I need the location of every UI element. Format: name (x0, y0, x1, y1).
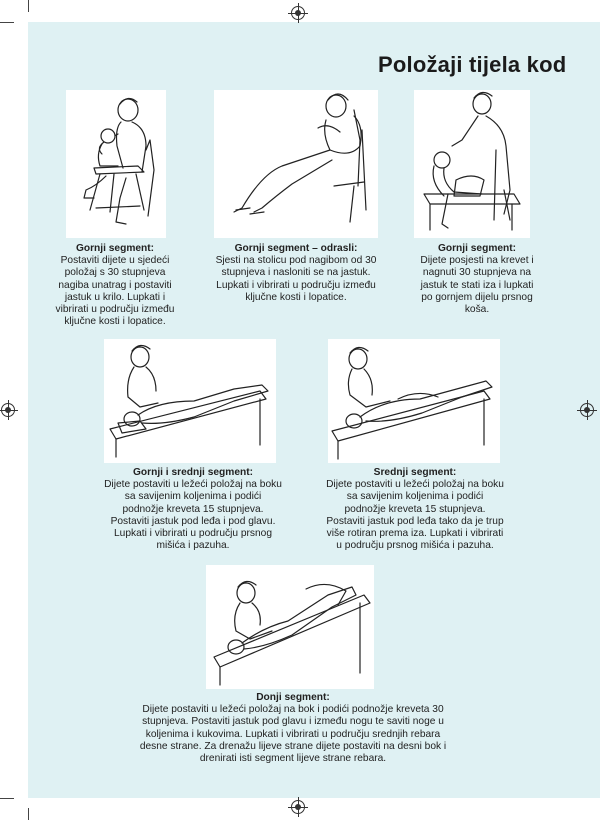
illustration-child-lying-side-15deg (104, 339, 276, 463)
crop-mark (28, 0, 29, 12)
crop-mark (0, 22, 14, 23)
caption-heading: Donji segment: (256, 692, 330, 703)
caption-position-5 (326, 467, 504, 552)
caption-heading: Srednji segment: (373, 467, 457, 478)
crop-mark (28, 808, 29, 820)
caption-position-4 (104, 467, 282, 552)
caption-heading: Gornji segment: (437, 243, 517, 254)
illustration-adult-reclining-chair (214, 90, 378, 238)
caption-heading: Gornji segment: (75, 243, 155, 254)
caption-position-1 (52, 243, 178, 328)
caption-heading: Gornji i srednji segment: (132, 467, 253, 478)
caption-text: Dijete postaviti u ležeći položaj na boku sa savijenim koljenima i podići podnožje kreveta 15 stupnjeva. Postaviti jastuk pod leđa i pod glavu. Lupkati i vibrirati u području prsnog mišića i pazuha. (104, 479, 282, 552)
registration-mark-icon (1, 403, 15, 417)
caption-position-3 (414, 243, 540, 316)
caption-text: Dijete posjesti na krevet i nagnuti 30 stupnjeva na jastuk te stati iza i lupkati po gornjem dijelu prsnog koša. (420, 255, 534, 316)
registration-mark-icon (580, 403, 594, 417)
illustration-seated-child-on-lap (66, 90, 166, 238)
registration-mark-icon (291, 6, 305, 20)
caption-position-6 (138, 692, 448, 765)
caption-text: Sjesti na stolicu pod nagibom od 30 stupnjeva i nasloniti se na jastuk. Lupkati i vibrirati u području između ključne kosti i lopatice. (215, 255, 377, 303)
illustration-child-sitting-on-bed (414, 90, 530, 238)
caption-heading: Gornji segment – odrasli: (234, 243, 358, 254)
caption-text: Dijete postaviti u ležeći položaj na bok i podići podnožje kreveta 30 stupnjeva. Postaviti jastuk pod glavu i između nogu te saviti noge u koljenima i kukovima. Lupkati i vibrirati u području srednjih rebara desne strane. Za drenažu lijeve strane dijete postaviti na desni bok i drenirati isti segment lijeve strane rebara. (139, 704, 447, 765)
caption-text: Dijete postaviti u ležeći položaj na boku sa savijenim koljenima i podići podnožje kreveta 15 stupnjeva. Postaviti jastuk pod leđa tako da je trup više rotiran prema iza. Lupkati i vibrirati u području prsnog mišića i pazuha. (326, 479, 504, 552)
illustration-child-lying-side-30deg (206, 565, 374, 689)
caption-position-2 (212, 243, 380, 304)
caption-text: Postaviti dijete u sjedeći položaj s 30 stupnjeva nagiba unatrag i postaviti jastuk u krilo. Lupkati i vibrirati u području između ključne kosti i lopatice. (55, 255, 175, 328)
page-title: Položaji tijela kod (378, 52, 567, 77)
crop-mark (0, 798, 14, 799)
registration-mark-icon (291, 800, 305, 814)
illustration-child-lying-rotated-15deg (328, 339, 500, 463)
